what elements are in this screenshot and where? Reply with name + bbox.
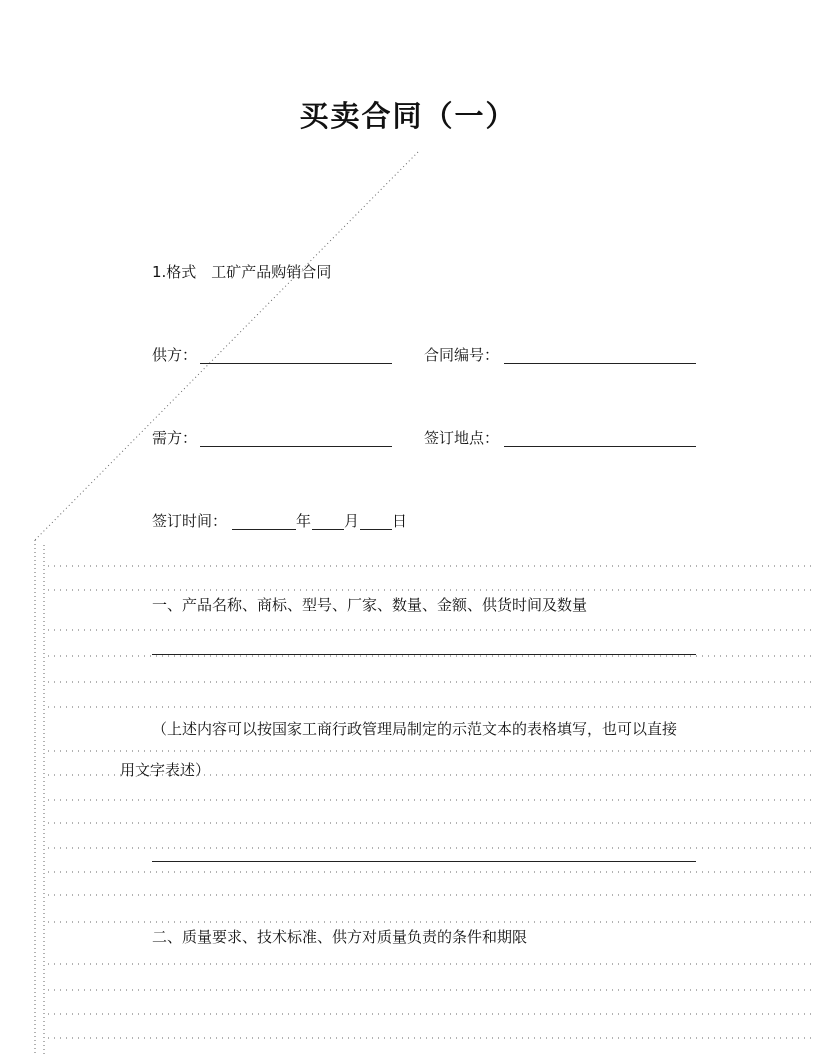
buyer-label: 需方： <box>152 429 198 447</box>
signing-place-field[interactable] <box>504 446 696 447</box>
year-field[interactable] <box>232 529 296 530</box>
supplier-field[interactable] <box>200 363 392 364</box>
format-line: 1.格式 工矿产品购销合同 <box>152 263 332 281</box>
section1-fill-line-2[interactable] <box>152 861 696 862</box>
section1-heading: 一、产品名称、商标、型号、厂家、数量、金额、供货时间及数量 <box>152 596 588 614</box>
month-label: 月 <box>344 512 360 530</box>
year-label: 年 <box>296 512 312 530</box>
month-field[interactable] <box>312 529 344 530</box>
day-field[interactable] <box>360 529 392 530</box>
document-title: 买卖合同（一） <box>299 99 517 133</box>
section1-fill-line[interactable] <box>152 654 696 655</box>
contract-number-label: 合同编号： <box>424 346 500 364</box>
signing-place-label: 签订地点： <box>424 429 500 447</box>
contract-number-field[interactable] <box>504 363 696 364</box>
note-line-1: （上述内容可以按国家工商行政管理局制定的示范文本的表格填写，也可以直接 <box>152 720 678 738</box>
day-label: 日 <box>392 512 408 530</box>
buyer-field[interactable] <box>200 446 392 447</box>
supplier-label: 供方： <box>152 346 198 364</box>
note-line-2: 用文字表述） <box>120 761 211 779</box>
signing-time-label: 签订时间： <box>152 512 228 530</box>
section2-heading: 二、质量要求、技术标准、供方对质量负责的条件和期限 <box>152 928 528 946</box>
